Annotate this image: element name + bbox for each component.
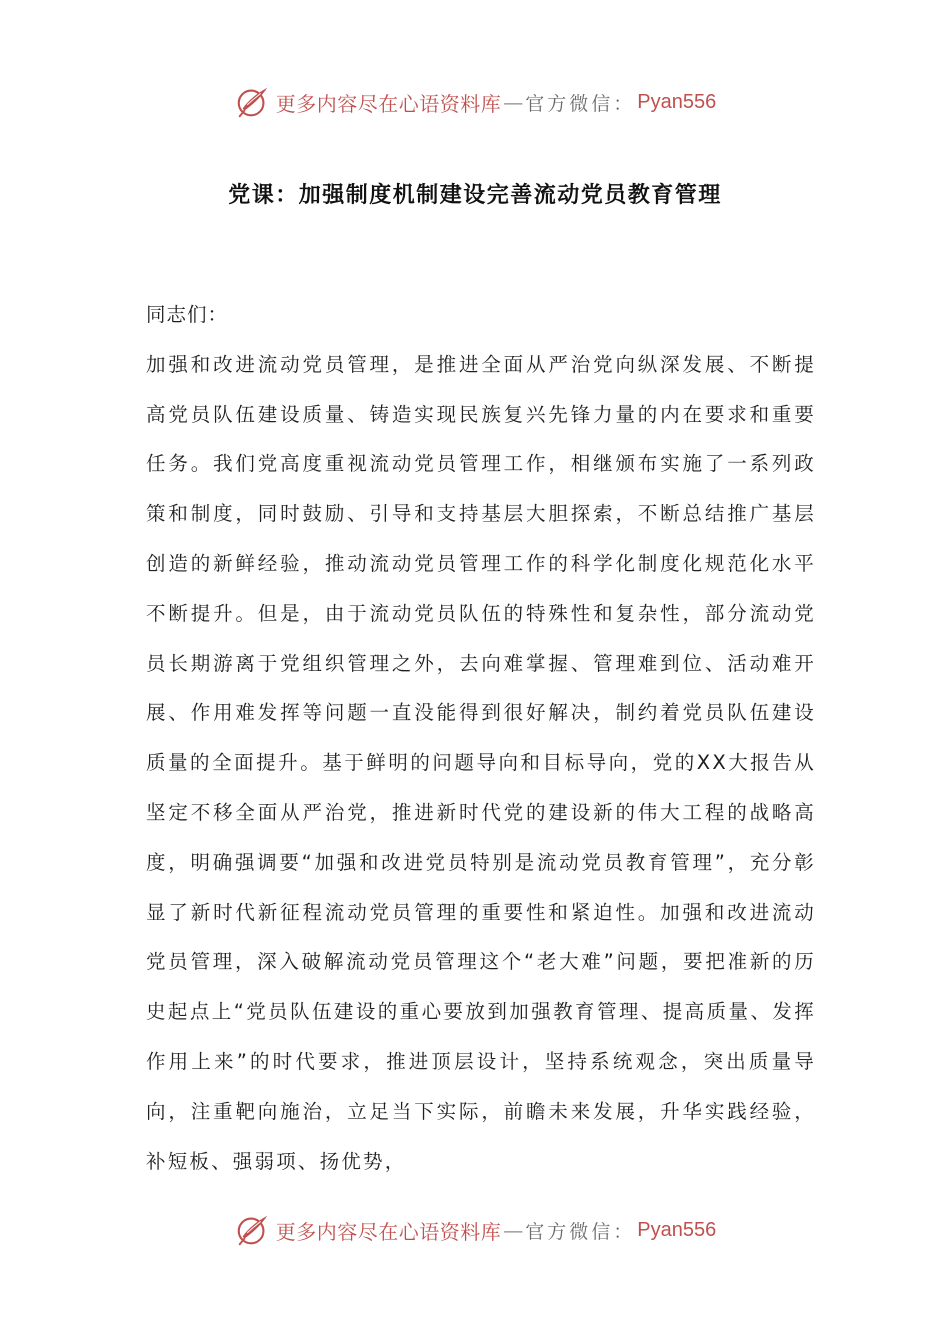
banner-wechat-id: Pyan556 [637, 90, 717, 113]
footer-banner [0, 1208, 950, 1252]
document-title: 党课：加强制度机制建设完善流动党员教育管理 [228, 183, 722, 208]
banner-wechat-id: Pyan556 [637, 1218, 717, 1241]
banner-separator: — [503, 1218, 524, 1242]
quill-logo-icon [234, 83, 272, 121]
body-paragraph: 加强和改进流动党员管理，是推进全面从严治党向纵深发展、不断提高党员队伍建设质量、铸造实现民族复兴先锋力量的内在要求和重要任务。我们党高度重视流动党员管理工作，相继颁布实施了一系列政策和制度，同时鼓励、引导和支持基层大胆探索，不断总结推广基层创造的新鲜经验，推动流动党员管理工作的科学化制度化规范化水平不断提升。但是，由于流动党员队伍的特殊性和复杂性，部分流动党员长期游离于党组织管理之外，去向难掌握、管理难到位、活动难开展、作用难发挥等问题一直没能得到很好解决，制约着党员队伍建设质量的全面提升。基于鲜明的问题导向和目标导向，党的XX大报告从坚定不移全面从严治党，推进新时代党的建设新的伟大工程的战略高度，明确强调要“加强和改进党员特别是流动党员教育管理”，充分彰显了新时代新征程流动党员管理的重要性和紧迫性。加强和改进流动党员管理，深入破解流动党员管理这个“老大难”问题，要把准新的历史起点上“党员队伍建设的重心要放到加强教育管理、提高质量、发挥作用上来”的时代要求，推进顶层设计，坚持系统观念，突出质量导向，注重靶向施治，立足当下实际，前瞻未来发展，升华实践经验，补短板、强弱项、扬优势， [146, 352, 816, 1173]
banner-wechat-label: 官方微信： [525, 92, 636, 115]
document-body [146, 290, 816, 1186]
banner-main-text: 更多内容尽在心语资料库 [275, 1219, 502, 1244]
greeting: 同志们： [146, 303, 229, 326]
banner-wechat-label: 官方微信： [525, 1220, 636, 1243]
quill-logo-icon [234, 1211, 272, 1249]
banner-separator: — [503, 90, 524, 114]
header-banner [0, 80, 950, 124]
banner-main-text: 更多内容尽在心语资料库 [275, 91, 502, 116]
